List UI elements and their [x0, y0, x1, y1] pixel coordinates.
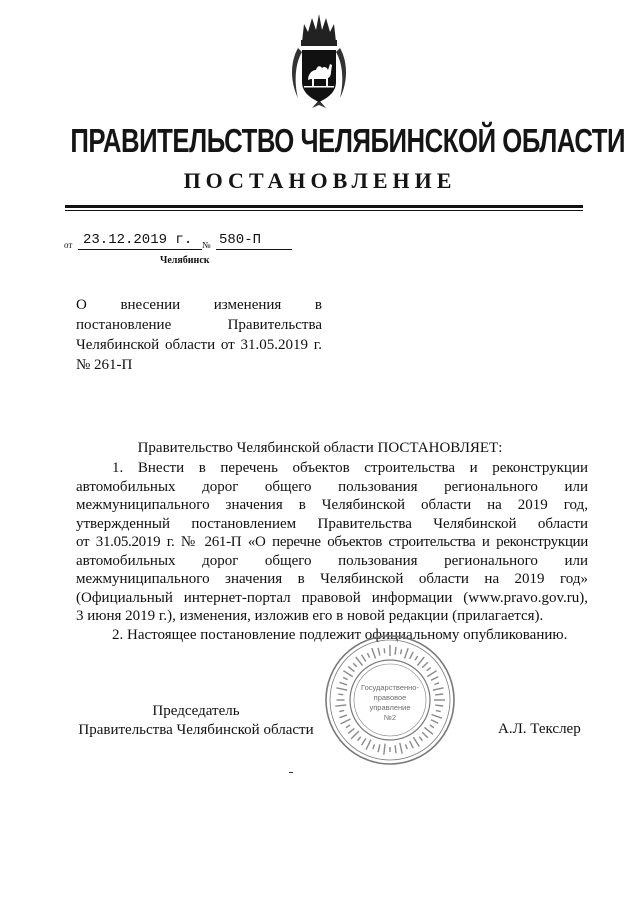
seal-ring-mark [343, 677, 348, 679]
seal-ring-mark [430, 725, 434, 728]
seal-ring-mark [405, 648, 409, 658]
seal-ring-mark [431, 720, 438, 724]
header-rule-thin [65, 210, 583, 211]
seal-ring-mark [348, 667, 354, 672]
document-subject [76, 295, 322, 375]
body-line: автомобильных дорог общего пользования регионального или [76, 478, 588, 495]
subject-line: Челябинской области от 31.05.2019 г. [76, 337, 322, 353]
body-line: 2. Настоящее постановление подлежит официальному опубликованию. [112, 626, 568, 643]
seal-ring-mark [400, 743, 402, 754]
seal-ring-mark [427, 668, 431, 671]
body-line: от 31.05.2019 г. № 261-П «О перечне объектов строительства и реконструкции [76, 534, 588, 550]
seal-ring-mark [424, 727, 433, 734]
seal-ring-mark [435, 705, 443, 706]
seal-ring-mark [422, 732, 428, 738]
seal-ring-mark [435, 694, 443, 695]
signatory-position [76, 702, 316, 740]
seal-ring-mark [419, 737, 422, 741]
seal-inner-line: правовое [373, 693, 407, 702]
document-requisites [64, 232, 304, 254]
document-body [76, 459, 588, 644]
seal-ring-mark [395, 647, 396, 655]
signatory-name: А.Л. Текслер [498, 721, 581, 737]
seal-ring-mark [358, 737, 361, 741]
body-line: 3 июня 2019 г.), изменения, изложив его в новой редакции (прилагается). [76, 608, 544, 624]
seal-ring-mark [384, 648, 385, 653]
date-prefix: от [64, 240, 73, 250]
subject-line: постановление Правительства [76, 317, 322, 333]
seal-ring-mark [362, 655, 366, 662]
body-line: межмуниципального значения в Челябинской области на 2019 год» [76, 571, 588, 587]
body-line: утвержденный постановлением Правительства Челябинской области [76, 515, 588, 532]
seal-ring-mark [422, 662, 428, 668]
seal-ring-mark [384, 744, 385, 755]
government-title: ПРАВИТЕЛЬСТВО ЧЕЛЯБИНСКОЙ ОБЛАСТИ [70, 122, 626, 159]
page-mark [289, 772, 293, 773]
official-seal-stamp [322, 632, 458, 768]
seal-ring-mark [340, 719, 350, 724]
seal-ring-mark [431, 677, 438, 681]
number-prefix: № [202, 240, 211, 250]
signatory-position-line: Председатель [152, 703, 240, 719]
seal-ring-mark [410, 652, 414, 659]
seal-ring-mark [338, 694, 343, 695]
seal-ring-mark [366, 740, 371, 750]
preamble: Правительство Челябинской области ПОСТАНОВЛЯЕТ: [137, 440, 503, 456]
seal-ring-mark [336, 688, 347, 690]
document-number: 580-П [219, 232, 262, 248]
seal-ring-mark [346, 725, 350, 728]
seal-ring-mark [401, 649, 402, 654]
seal-ring-mark [348, 728, 354, 733]
seal-ring-mark [362, 739, 366, 746]
seal-inner-line: управление [369, 703, 411, 712]
seal-ring-mark [436, 711, 441, 712]
body-line: 1. Внести в перечень объектов строительства и реконструкции [112, 460, 588, 476]
date-underline [78, 249, 202, 250]
number-underline [216, 249, 292, 250]
seal-ring-mark [378, 744, 380, 752]
seal-ring-mark [340, 682, 348, 685]
seal-ring-mark [367, 653, 369, 658]
seal-inner-line: №2 [383, 713, 397, 722]
seal-ring-mark [406, 744, 408, 749]
seal-ring-mark [395, 745, 396, 753]
seal-ring-mark [433, 688, 444, 690]
document-date: 23.12.2019 г. [83, 232, 193, 248]
seal-ring-mark [434, 683, 439, 685]
body-line: межмуниципального значения в Челябинской области на 2019 год, [76, 497, 588, 513]
subject-line: О внесении изменения в [76, 297, 322, 313]
seal-ring-mark [378, 648, 380, 656]
body-line: автомобильных дорог общего пользования регионального или [76, 552, 588, 569]
seal-ring-mark [410, 741, 414, 748]
seal-ring-mark [353, 663, 357, 667]
seal-ring-mark [340, 715, 348, 718]
seal-ring-mark [372, 648, 376, 658]
seal-inner-line: Государственно- [361, 683, 419, 692]
seal-ring-mark [373, 744, 375, 749]
seal-ring-mark [417, 657, 424, 666]
seal-ring-mark [413, 737, 419, 746]
document-city: Челябинск [160, 255, 210, 266]
body-line: (Официальный интернет-портал правовой информации (www.pravo.gov.ru), [76, 589, 588, 606]
header-rule-thick [65, 205, 583, 208]
document-type-heading: ПОСТАНОВЛЕНИЕ [183, 168, 457, 193]
seal-ring-mark [339, 711, 344, 712]
seal-ring-mark [432, 715, 442, 719]
seal-ring-mark [427, 671, 436, 677]
subject-line: № 261-П [76, 357, 133, 373]
seal-ring-mark [335, 705, 346, 706]
coat-of-arms-emblem [288, 12, 350, 110]
seal-ring-mark [356, 657, 363, 666]
signatory-position-line: Правительства Челябинской области [78, 722, 314, 738]
seal-ring-mark [415, 656, 418, 660]
seal-ring-mark [343, 671, 352, 677]
seal-ring-mark [351, 731, 359, 739]
